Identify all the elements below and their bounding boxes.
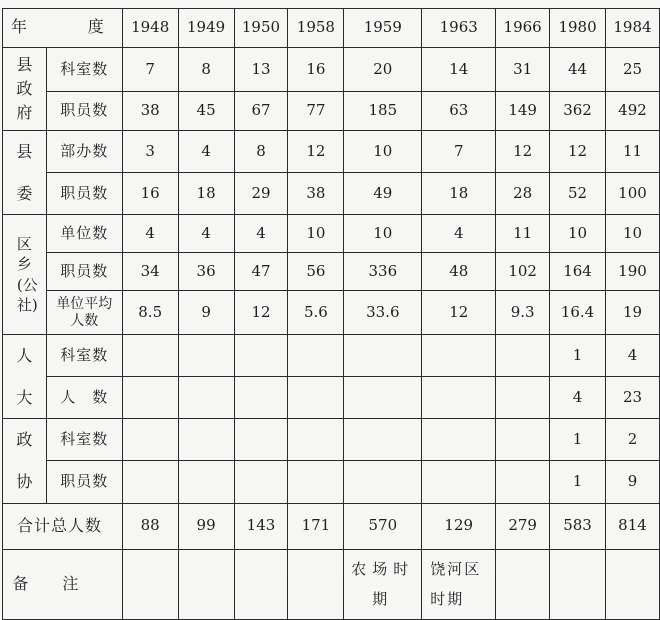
year-header: 1984 [605,9,659,48]
cell: 10 [550,215,606,253]
cell: 16.4 [550,291,606,335]
cell [178,377,234,419]
table-row [3,335,660,377]
cell: 4 [178,215,234,253]
cell: 47 [234,253,288,291]
cell: 12 [422,291,496,335]
remarks-cell: 农场时期 [344,549,422,619]
row-label: 职员数 [46,172,122,215]
cell: 28 [496,172,550,215]
cell: 25 [605,48,659,92]
cell: 4 [550,377,606,419]
cell [234,461,288,503]
remarks-cell [234,549,288,619]
row-label: 单位平均人数 [46,291,122,335]
cell: 18 [422,172,496,215]
cell [178,335,234,377]
group-label-peoples-congress: 人大 [3,335,47,419]
table-row [3,461,660,503]
cell: 185 [344,92,422,131]
cell: 38 [122,92,178,131]
total-cell: 143 [234,503,288,549]
cell: 362 [550,92,606,131]
row-label: 部办数 [46,131,122,173]
cell [422,377,496,419]
group-label-cppcc: 政协 [3,419,47,503]
total-cell: 99 [178,503,234,549]
row-label: 单位数 [46,215,122,253]
cell [234,419,288,461]
remarks-cell [550,549,606,619]
cell [422,419,496,461]
cell: 149 [496,92,550,131]
cell: 4 [234,215,288,253]
remarks-cell [496,549,550,619]
total-cell: 583 [550,503,606,549]
row-label: 科室数 [46,419,122,461]
cell: 4 [605,335,659,377]
total-cell: 129 [422,503,496,549]
cell [234,377,288,419]
cell: 11 [496,215,550,253]
table-row [3,131,660,173]
cell: 12 [496,131,550,173]
cell: 52 [550,172,606,215]
cell: 102 [496,253,550,291]
cell [422,461,496,503]
table-row [3,253,660,291]
row-label: 科室数 [46,335,122,377]
row-label: 职员数 [46,461,122,503]
cell [496,461,550,503]
cell [344,335,422,377]
total-cell: 570 [344,503,422,549]
staff-statistics-table [2,8,660,620]
cell: 38 [288,172,344,215]
cell: 8 [178,48,234,92]
cell: 34 [122,253,178,291]
cell: 33.6 [344,291,422,335]
table-row [3,92,660,131]
header-year-label: 年 [11,17,28,36]
cell: 23 [605,377,659,419]
cell: 13 [234,48,288,92]
header-degree-label: 度 [87,17,104,36]
total-cell: 814 [605,503,659,549]
remarks-cell [178,549,234,619]
cell: 10 [605,215,659,253]
cell: 10 [344,131,422,173]
cell: 36 [178,253,234,291]
cell: 45 [178,92,234,131]
cell [288,419,344,461]
cell [344,461,422,503]
remarks-cell [288,549,344,619]
cell: 10 [288,215,344,253]
year-header: 1966 [496,9,550,48]
cell: 14 [422,48,496,92]
year-header: 1950 [234,9,288,48]
cell: 1 [550,419,606,461]
cell: 10 [344,215,422,253]
cell: 7 [422,131,496,173]
cell [344,419,422,461]
cell [234,335,288,377]
cell: 4 [178,131,234,173]
remarks-cell: 饶河区时期 [422,549,496,619]
cell: 492 [605,92,659,131]
cell [496,335,550,377]
cell: 31 [496,48,550,92]
header-row [3,9,660,48]
cell [288,461,344,503]
cell: 2 [605,419,659,461]
cell [122,377,178,419]
group-label-district-township: 区乡(公社) [3,215,47,335]
cell [122,461,178,503]
cell: 12 [550,131,606,173]
cell: 5.6 [288,291,344,335]
cell [288,377,344,419]
year-header: 1949 [178,9,234,48]
cell: 18 [178,172,234,215]
cell: 9 [605,461,659,503]
cell: 77 [288,92,344,131]
total-cell: 279 [496,503,550,549]
cell: 336 [344,253,422,291]
cell: 3 [122,131,178,173]
cell: 7 [122,48,178,92]
cell: 44 [550,48,606,92]
row-label: 科室数 [46,48,122,92]
cell: 19 [605,291,659,335]
cell: 8 [234,131,288,173]
total-label: 合计总人数 [3,503,123,549]
cell: 20 [344,48,422,92]
cell [288,335,344,377]
year-header: 1948 [122,9,178,48]
cell: 8.5 [122,291,178,335]
cell: 9 [178,291,234,335]
year-header: 1959 [344,9,422,48]
cell: 100 [605,172,659,215]
total-cell: 171 [288,503,344,549]
cell: 67 [234,92,288,131]
total-row [3,503,660,549]
cell: 29 [234,172,288,215]
cell: 4 [422,215,496,253]
group-label-county-committee: 县委 [3,131,47,215]
remarks-cell [122,549,178,619]
group-label-county-government: 县政府 [3,48,47,131]
cell: 1 [550,335,606,377]
table-row [3,172,660,215]
year-header: 1963 [422,9,496,48]
table-row [3,215,660,253]
cell [178,419,234,461]
cell [422,335,496,377]
row-label: 职员数 [46,92,122,131]
cell: 11 [605,131,659,173]
year-header: 1958 [288,9,344,48]
cell: 1 [550,461,606,503]
table-row [3,377,660,419]
header-corner-cell [3,9,123,48]
cell [122,419,178,461]
cell: 12 [234,291,288,335]
table-row [3,48,660,92]
cell: 12 [288,131,344,173]
table-row [3,419,660,461]
cell: 16 [288,48,344,92]
cell: 9.3 [496,291,550,335]
cell [178,461,234,503]
table-row [3,291,660,335]
row-label: 职员数 [46,253,122,291]
cell: 63 [422,92,496,131]
cell: 4 [122,215,178,253]
cell: 49 [344,172,422,215]
row-label: 人 数 [46,377,122,419]
total-cell: 88 [122,503,178,549]
cell: 48 [422,253,496,291]
cell: 164 [550,253,606,291]
cell [496,377,550,419]
remarks-row [3,549,660,619]
cell: 16 [122,172,178,215]
cell: 56 [288,253,344,291]
cell: 190 [605,253,659,291]
remarks-cell [605,549,659,619]
cell [496,419,550,461]
cell [344,377,422,419]
cell [122,335,178,377]
year-header: 1980 [550,9,606,48]
remarks-label: 备注 [3,549,123,619]
